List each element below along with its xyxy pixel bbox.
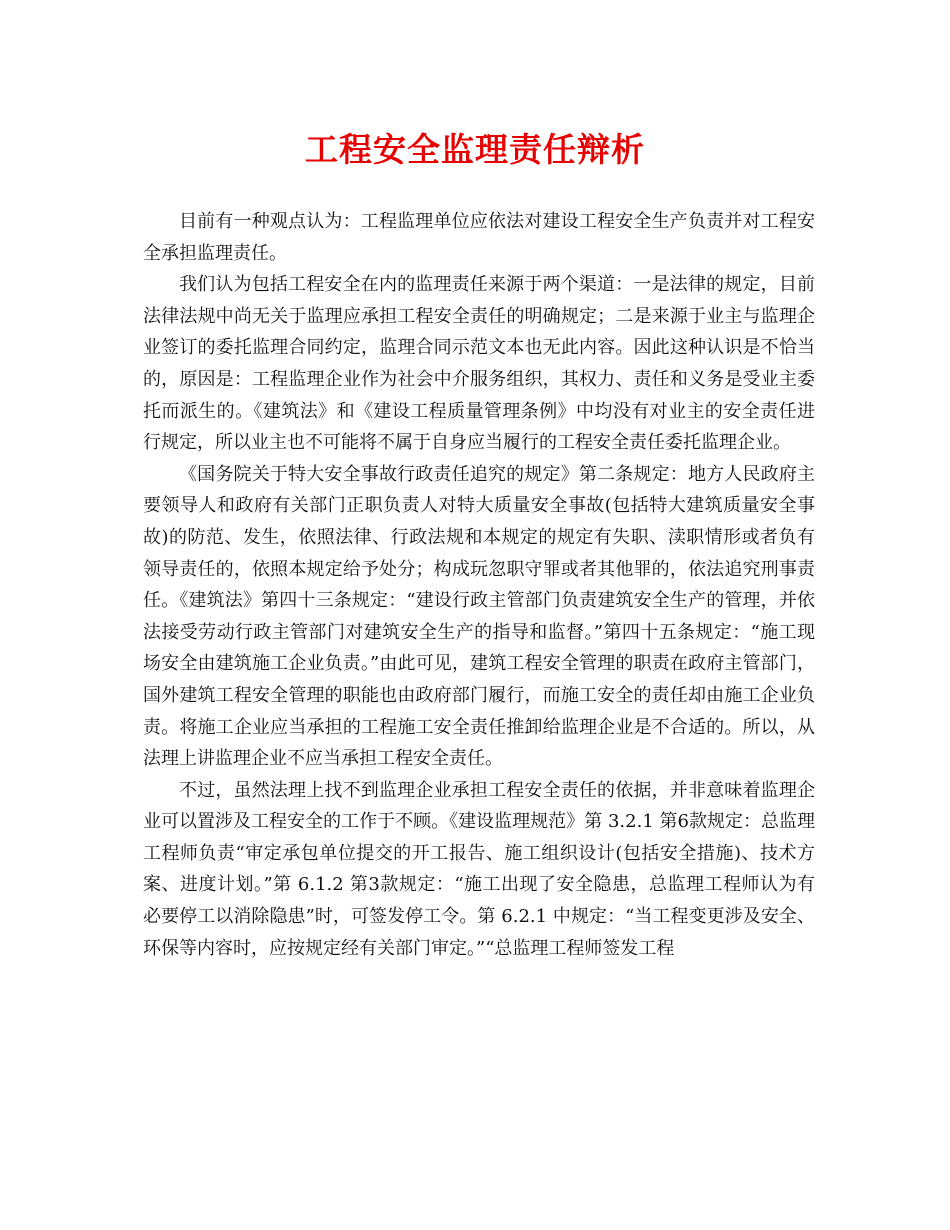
document-title: 工程安全监理责任辩析 — [305, 130, 645, 169]
paragraph-3: 《国务院关于特大安全事故行政责任追究的规定》第二条规定：地方人民政府主要领导人和政府有关部门正职负责人对特大质量安全事故(包括特大建筑质量安全事故)的防范、发生，依照法律、行政法规和本规定的规定有失职、渎职情形或者负有领导责任的，依照本规定给予处分；构成玩忽职守罪或者其他罪的，依法追究刑事责任。《建筑法》第四十三条规定：“建设行政主管部门负责建筑安全生产的管理，并依法接受劳动行政主管部门对建筑安全生产的指导和监督。”第四十五条规定：“施工现场安全由建筑施工企业负责。”由此可见，建筑工程安全管理的职责在政府主管部门，国外建筑工程安全管理的职能也由政府部门履行，而施工安全的责任却由施工企业负责。将施工企业应当承担的工程施工安全责任推卸给监理企业是不合适的。所以，从法理上讲监理企业不应当承担工程安全责任。 — [143, 463, 815, 770]
paragraph-1: 目前有一种观点认为：工程监理单位应依法对建设工程安全生产负责并对工程安全承担监理责任。 — [143, 211, 815, 264]
paragraph-4: 不过，虽然法理上找不到监理企业承担工程安全责任的依据，并非意味着监理企业可以置涉及工程安全的工作于不顾。《建设监理规范》第 3.2.1 第6款规定：总监理工程师负责“审定承包单位提交的开工报告、施工组织设计(包括安全措施)、技术方案、进度计划。”第 6.1.2 第3款规定：“施工出现了安全隐患，总监理工程师认为有必要停工以消除隐患”时，可签发停工令。第 6.2.1 中规定：“当工程变更涉及安全、环保等内容时，应按规定经有关部门审定。”“总监理工程师签发工程 — [143, 779, 815, 959]
paragraph-2: 我们认为包括工程安全在内的监理责任来源于两个渠道：一是法律的规定，目前法律法规中尚无关于监理应承担工程安全责任的明确规定；二是来源于业主与监理企业签订的委托监理合同约定，监理合同示范文本也无此内容。因此这种认识是不恰当的，原因是：工程监理企业作为社会中介服务组织，其权力、责任和义务是受业主委托而派生的。《建筑法》和《建设工程质量管理条例》中均没有对业主的安全责任进行规定，所以业主也不可能将不属于自身应当履行的工程安全责任委托监理企业。 — [143, 274, 815, 454]
document-body — [143, 206, 815, 964]
